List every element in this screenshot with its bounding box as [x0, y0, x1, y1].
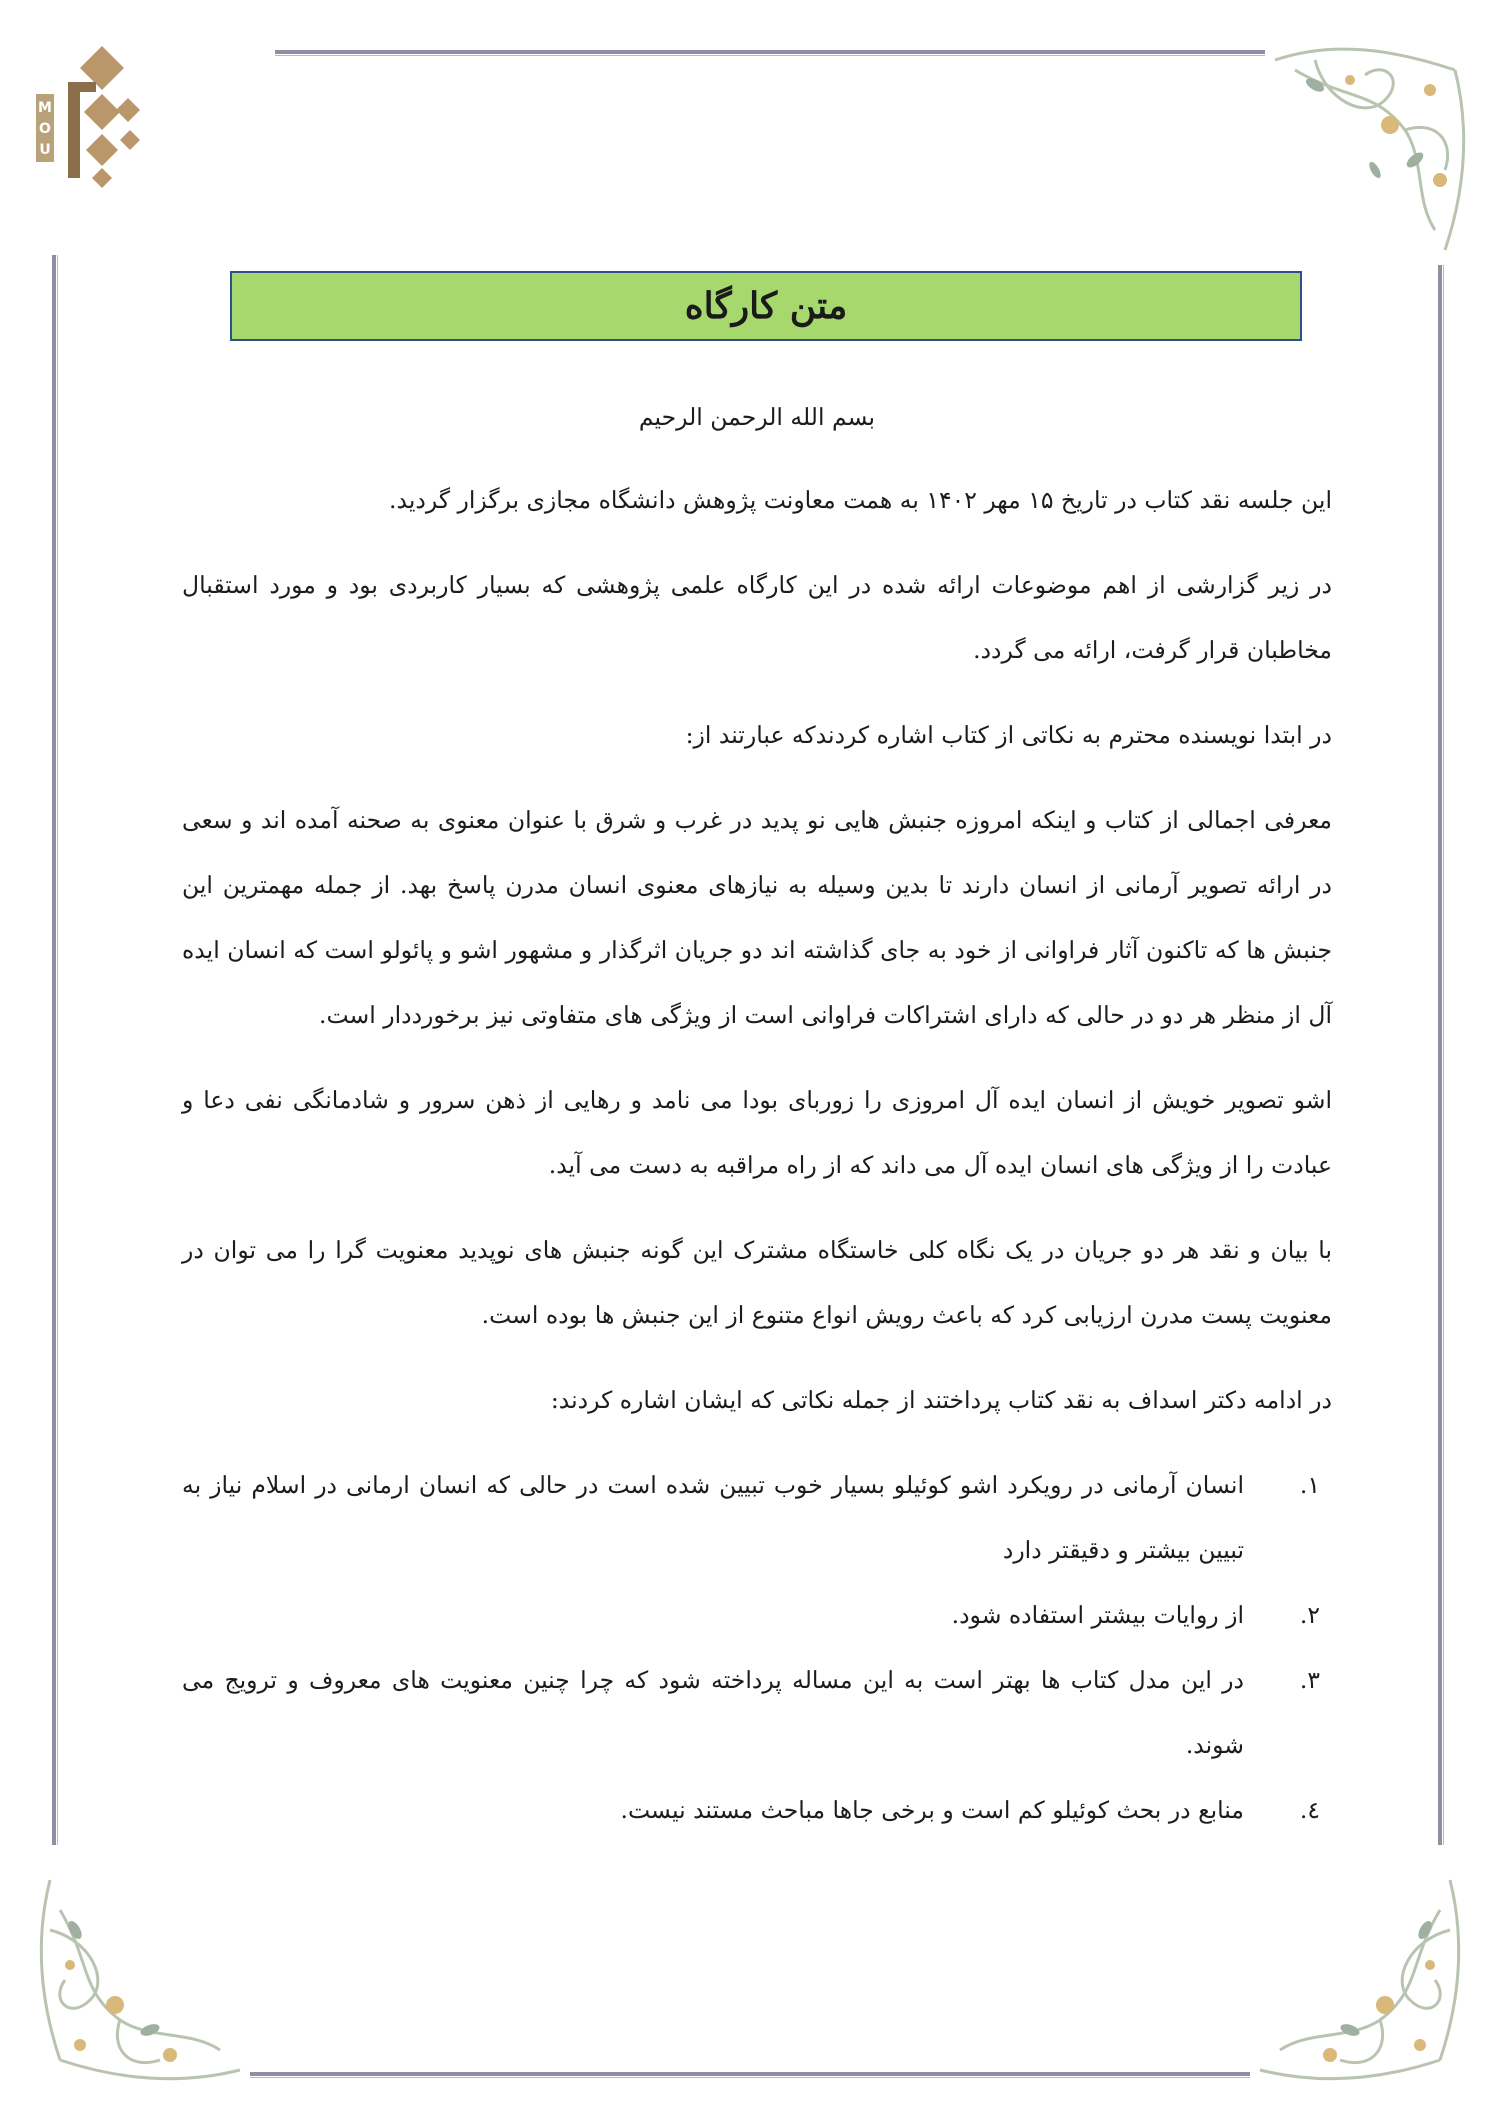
list-item [182, 1778, 1332, 1843]
list-item [182, 1648, 1332, 1778]
paragraph-reviewer: در ادامه دکتر اسداف به نقد کتاب پرداختند از جمله نکاتی که ایشان اشاره کردند: [550, 1386, 1332, 1414]
corner-ornament-top-right [1255, 30, 1485, 260]
list-number: ۱. [1299, 1471, 1320, 1499]
document-body [182, 385, 1332, 1843]
list-number: ۳. [1299, 1666, 1320, 1694]
corner-ornament-bottom-right [1250, 1870, 1480, 2100]
basmala: بسم الله الرحمن الرحیم [638, 403, 876, 431]
page-title: متن کارگاه [684, 285, 848, 327]
paragraph-intro: این جلسه نقد کتاب در تاریخ ۱۵ مهر ۱۴۰۲ به همت معاونت پژوهش دانشگاه مجازی برگزار گردید. [389, 486, 1332, 514]
list-item [182, 1453, 1332, 1583]
svg-text:O: O [39, 121, 51, 137]
svg-text:U: U [39, 142, 51, 158]
paragraph-critique: با بیان و نقد هر دو جریان در یک نگاه کلی خاستگاه مشترک این گونه جنبش های نوپدید معنویت گرا را می توان در معنویت پست مدرن ارزیابی کرد که باعث رویش انواع متنوع از این جنبش ها بوده است. [182, 1236, 1332, 1329]
list-text: انسان آرمانی در رویکرد اشو کوئیلو بسیار خوب تبیین شده است در حالی که انسان ارمانی در اسلام نیاز به تبیین بیشتر و دقیقتر دارد [182, 1471, 1244, 1564]
list-text: در این مدل کتاب ها بهتر است به این مساله پرداخته شود که چرا چنین معنویت های معروف و ترویج می شوند. [182, 1666, 1244, 1759]
right-border-line [1438, 265, 1442, 1845]
paragraph-osho: اشو تصویر خویش از انسان ایده آل امروزی را زوربای بودا می نامد و رهایی از ذهن سرور و شادمانگی نفی دعا و عبادت را از ویژگی های انسان ایده آل می داند که از راه مراقبه به دست می آید. [182, 1086, 1332, 1179]
list-text: منابع در بحث کوئیلو کم است و برخی جاها مباحث مستند نیست. [620, 1796, 1244, 1824]
paragraph-author-points: در ابتدا نویسنده محترم به نکاتی از کتاب اشاره کردندکه عبارتند از: [685, 721, 1332, 749]
paragraph-report: در زیر گزارشی از اهم موضوعات ارائه شده در این کارگاه علمی پژوهشی که بسیار کاربردی بود و مورد استقبال مخاطبان قرار گرفت، ارائه می گردد. [182, 571, 1332, 664]
top-border-line [275, 50, 1265, 54]
title-banner [230, 271, 1302, 341]
bottom-border-line [250, 2072, 1250, 2076]
left-border-line [52, 255, 56, 1845]
university-logo [32, 42, 162, 192]
critique-list [182, 1453, 1332, 1843]
list-item [182, 1583, 1332, 1648]
corner-ornament-bottom-left [20, 1870, 250, 2100]
list-number: ۲. [1299, 1601, 1320, 1629]
svg-text:M: M [38, 100, 52, 116]
list-text: از روایات بیشتر استفاده شود. [951, 1601, 1244, 1629]
paragraph-book-summary: معرفی اجمالی از کتاب و اینکه امروزه جنبش هایی نو پدید در غرب و شرق با عنوان معنوی به صحنه آمده اند و سعی در ارائه تصویر آرمانی از انسان دارند تا بدین وسیله به نیازهای معنوی انسان مدرن پاسخ بهد. از جمله مهمترین این جنبش ها که تاکنون آثار فراوانی از خود به جای گذاشته اند دو جریان اثرگذار و مشهور اشو و پائولو است که انسان ایده آل از منظر هر دو در حالی که دارای اشتراکات فراوانی است از ویژگی های متفاوتی نیز برخورددار است. [182, 806, 1332, 1029]
list-number: ٤. [1299, 1796, 1320, 1824]
